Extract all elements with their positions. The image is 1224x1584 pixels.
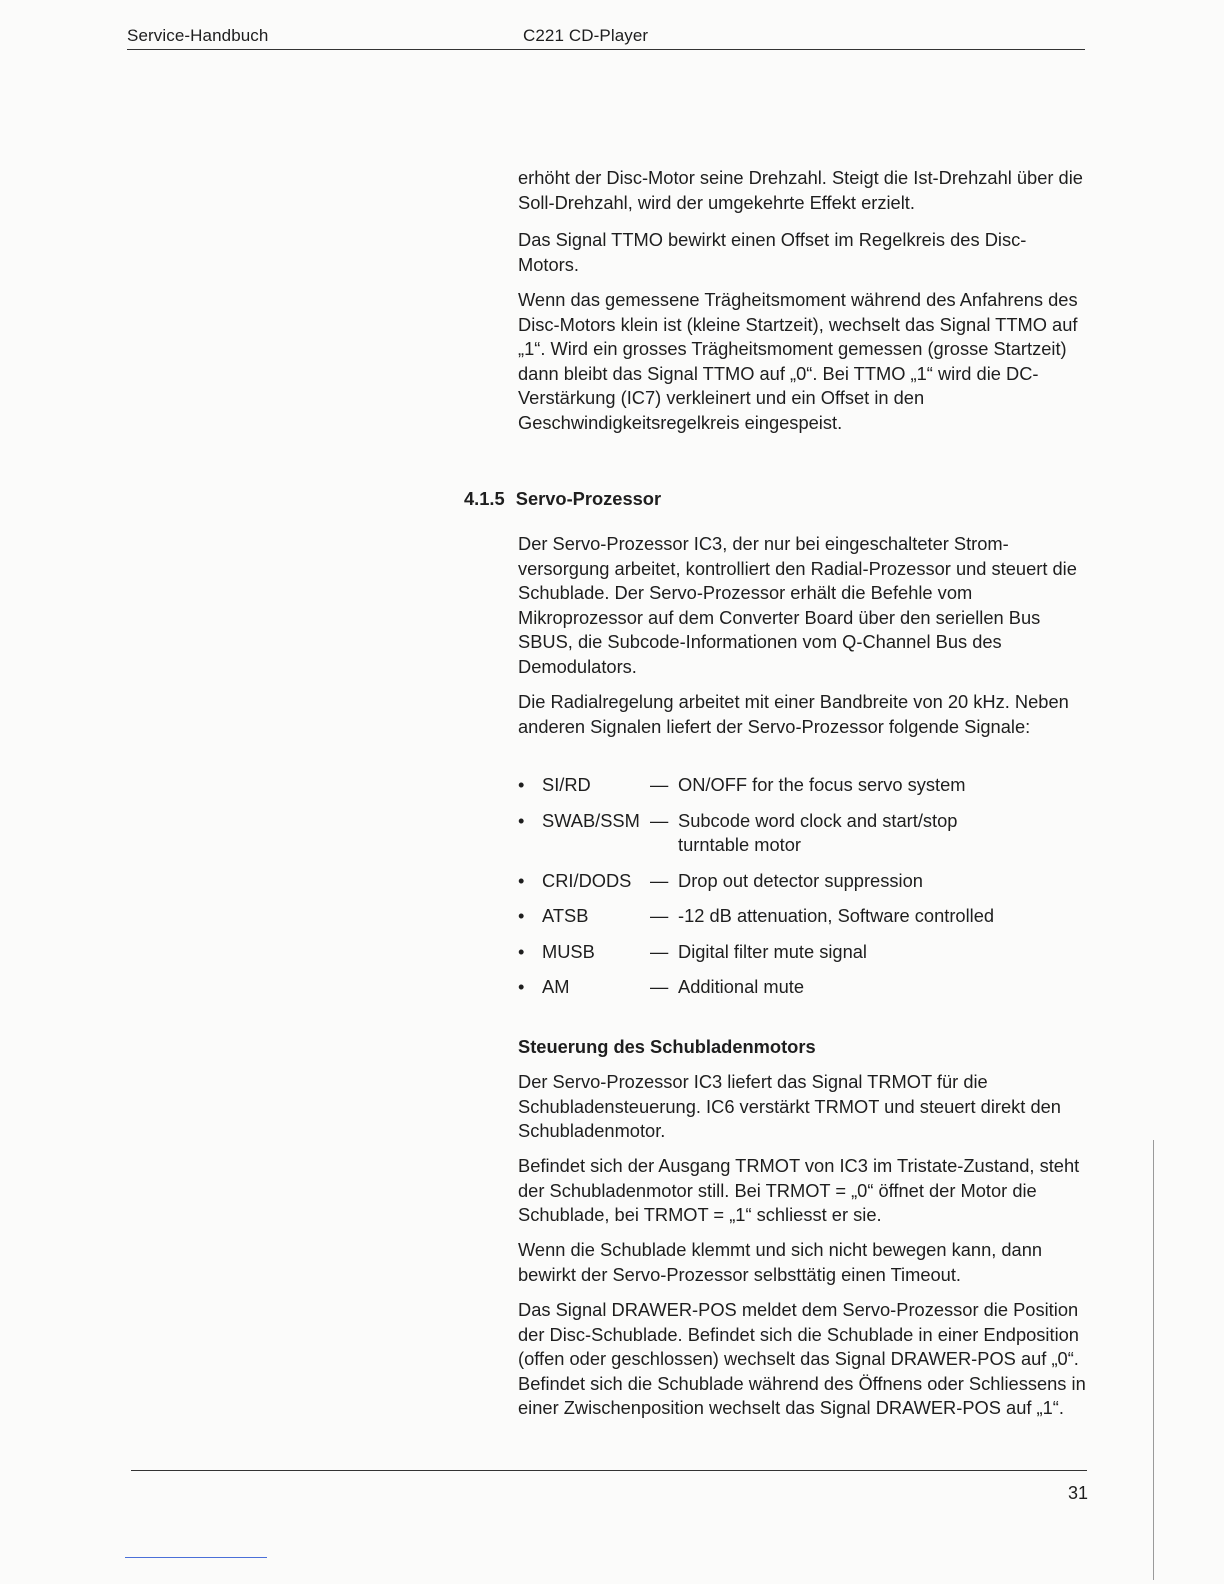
header-divider [127,49,1085,50]
subsection-paragraph-3: Wenn die Schublade klemmt und sich nicht bewegen kann, dann bewirkt der Servo-Prozessor selbsttätig einen Timeout. [518,1239,1043,1285]
bullet-icon: • [518,976,525,997]
bullet-icon: • [518,809,525,831]
intro-paragraph-1: erhöht der Disc-Motor seine Drehzahl. Steigt die Ist-Drehzahl über die Soll-Drehzahl, wird der umgekehrte Effekt erzielt. [518,167,1083,213]
section-paragraph-1: Der Servo-Prozessor IC3, der nur bei eingeschalteter Strom-versorgung arbeitet, kontrolliert den Radial-Prozessor und steuert die Schublade. Der Servo-Prozessor erhält die Befehle vom Mikroprozessor auf dem Converter Board über den seriellen Bus SBUS, die Subcode-Informationen vom Q-Channel Bus des Demodulators. [518,533,1077,677]
signal-list [518,773,1098,1011]
signal-name: ATSB [542,905,589,926]
section-number: 4.1.5 [464,488,505,509]
page-number: 31 [1067,1483,1088,1503]
dash-separator: — [650,905,669,926]
dash-separator: — [650,976,669,997]
section-heading [464,488,661,510]
intro-paragraph-3: Wenn das gemessene Trägheitsmoment während des Anfahrens des Disc-Motors klein ist (kleine Startzeit), wechselt das Signal TTMO auf „1“. Wird ein grosses Trägheitsmoment gemessen (grosse Startzeit) dann bleibt das Signal TTMO auf „0“. Bei TTMO „1“ wird die DC-Verstärkung (IC7) verkleinert und ein Offset in den Geschwindigkeitsregelkreis eingespeist. [518,289,1078,433]
bullet-icon: • [518,869,525,891]
dash-separator: — [650,940,669,962]
dash-separator: — [650,869,669,891]
bullet-icon: • [518,940,525,962]
header-document-title: C221 CD-Player [523,26,649,45]
link-underline [125,1557,267,1558]
signal-description: Additional mute [678,976,805,997]
list-item [518,904,1098,929]
signal-name: MUSB [542,940,595,962]
signal-name: CRI/DODS [542,869,632,891]
list-item [518,773,1098,798]
list-item [518,869,1098,894]
section-title: Servo-Prozessor [515,488,662,509]
intro-paragraph-2: Das Signal TTMO bewirkt einen Offset im Regelkreis des Disc-Motors. [518,229,1027,275]
bullet-icon: • [518,774,525,795]
subsection-heading: Steuerung des Schubladenmotors [518,1036,816,1057]
section-paragraph-2: Die Radialregelung arbeitet mit einer Bandbreite von 20 kHz. Neben anderen Signalen liefert der Servo-Prozessor folgende Signale: [518,691,1069,737]
subsection-paragraph-4: Das Signal DRAWER-POS meldet dem Servo-Prozessor die Position der Disc-Schublade. Befindet sich die Schublade in einer Endposition (offen oder geschlossen) wechselt das Signal DRAWER-POS auf „0“. Befindet sich die Schublade während des Öffnens oder Schliessens in einer Zwischenposition wechselt das Signal DRAWER-POS auf „1“. [518,1299,1086,1418]
dash-separator: — [650,809,669,831]
list-item [518,940,1098,965]
signal-description: -12 dB attenuation, Software controlled [678,905,995,926]
subsection-paragraph-1: Der Servo-Prozessor IC3 liefert das Signal TRMOT für die Schubladensteuerung. IC6 verstärkt TRMOT und steuert direkt den Schubladenmotor. [518,1071,1061,1141]
signal-description: Subcode word clock and start/stop turntable motor [678,809,958,855]
subsection-paragraph-2: Befindet sich der Ausgang TRMOT von IC3 im Tristate-Zustand, steht der Schubladenmotor still. Bei TRMOT = „0“ öffnet der Motor die Schublade, bei TRMOT = „1“ schliesst er sie. [518,1155,1080,1225]
list-item [518,975,1098,1000]
signal-description: Digital filter mute signal [678,940,867,962]
signal-name: SWAB/SSM [542,809,640,831]
scan-edge-line [1153,1140,1154,1580]
signal-description: Drop out detector suppression [678,869,923,891]
footer-divider [131,1470,1087,1471]
signal-name: AM [542,976,570,997]
signal-name: SI/RD [542,774,591,795]
header-left-title: Service-Handbuch [127,26,269,45]
bullet-icon: • [518,905,525,926]
list-item [518,809,1098,858]
signal-description: ON/OFF for the focus servo system [678,774,966,795]
dash-separator: — [650,774,669,795]
